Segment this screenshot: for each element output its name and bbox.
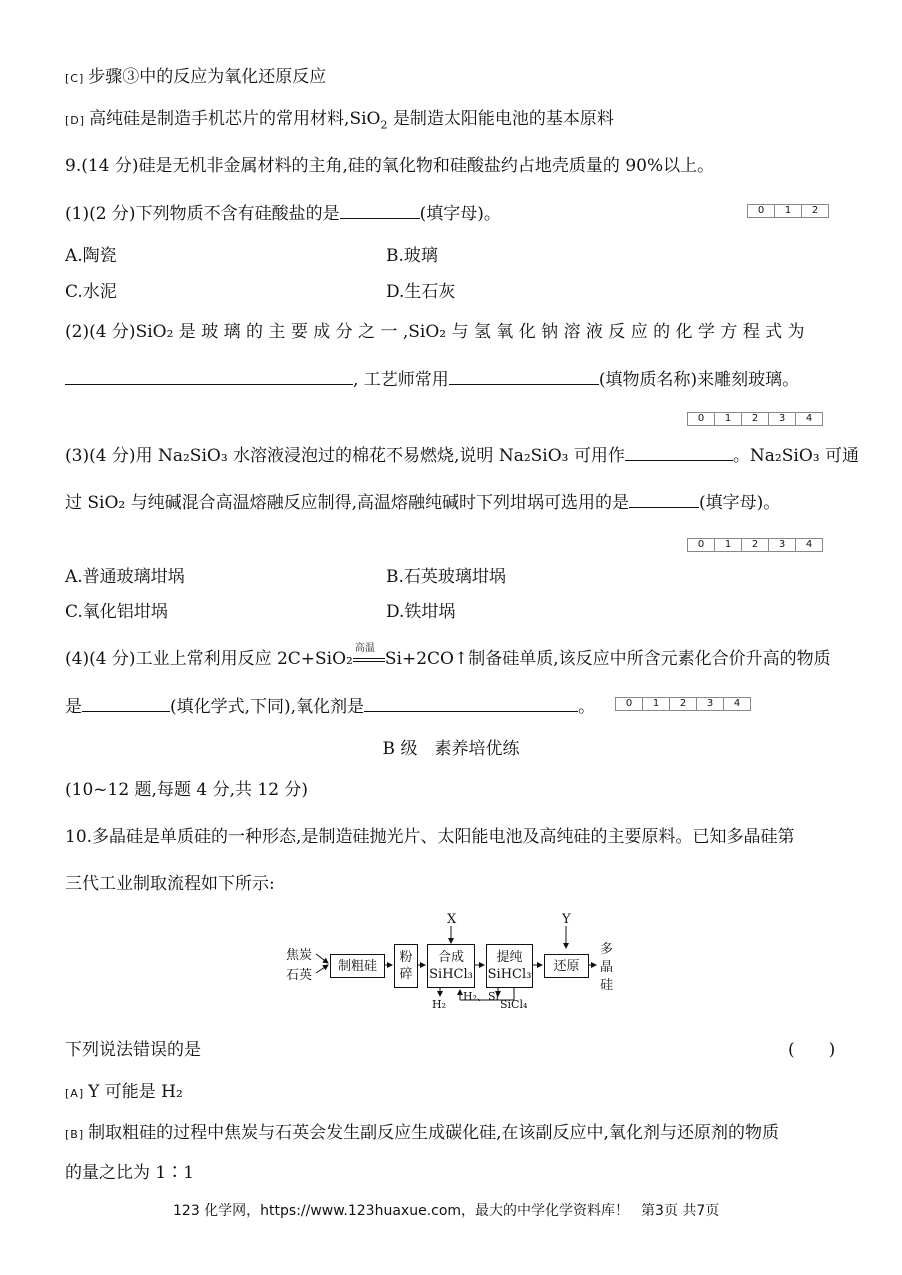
answer-blank-use[interactable]: [625, 444, 733, 461]
option-text: 高纯硅是制造手机芯片的常用材料,SiO: [89, 109, 381, 129]
option-label: [D]: [65, 114, 86, 127]
option-d: D.生石灰: [386, 282, 456, 302]
score-2[interactable]: 2: [670, 698, 697, 710]
score-box-p1[interactable]: [747, 204, 829, 218]
q9-part3-line1: [65, 444, 859, 467]
option-text: 制取粗硅的过程中焦炭与石英会发生副反应生成碳化硅,在该副反应中,氧化剂与还原剂的物质: [88, 1123, 779, 1143]
score-2[interactable]: 2: [742, 413, 769, 425]
option-text-2: 是制造太阳能电池的基本原料: [392, 109, 614, 129]
option-label: [B]: [65, 1128, 85, 1141]
option-b: B.石英玻璃坩埚: [386, 567, 506, 587]
part3-line2-b: (填字母)。: [699, 493, 781, 513]
q10-option-b-cont: 的量之比为 1∶1: [65, 1163, 195, 1183]
answer-paren[interactable]: ( ): [788, 1040, 836, 1060]
option-text: Y 可能是 H₂: [88, 1082, 183, 1102]
output-poly: 多: [600, 942, 614, 957]
part1-stem: (1)(2 分)下列物质不含有硅酸盐的是: [65, 204, 340, 224]
byproduct-sicl4: SiCl₄: [500, 998, 528, 1011]
answer-blank-1[interactable]: [340, 202, 420, 219]
answer-blank-oxidant[interactable]: [364, 695, 578, 712]
part3-line1-b: 。Na₂SiO₃ 可通: [732, 446, 859, 466]
step-crush: 粉 碎: [394, 944, 418, 988]
input-quartz: 石英: [286, 968, 313, 983]
option-label: [A]: [65, 1087, 85, 1100]
part3-line1-a: (3)(4 分)用 Na₂SiO₃ 水溶液浸泡过的棉花不易燃烧,说明 Na₂SiO₃ 可用作: [65, 446, 625, 466]
score-2[interactable]: 2: [811, 205, 819, 216]
answer-blank-formula[interactable]: [82, 695, 170, 712]
q9-part1: [65, 202, 501, 225]
step-synthesis: 合成 SiHCl₃: [427, 944, 475, 988]
part3-line2-a: 过 SiO₂ 与纯碱混合高温熔融反应制得,高温熔融纯碱时下列坩埚可选用的是: [65, 493, 630, 513]
part4-line2-c: 。: [578, 697, 596, 717]
input-x: X: [447, 912, 457, 927]
part4-line1-b: Si+2CO↑制备硅单质,该反应中所含元素化合价升高的物质: [384, 649, 831, 669]
flow-diagram: [280, 912, 620, 1017]
section-b-note: (10~12 题,每题 4 分,共 12 分): [65, 780, 309, 800]
score-0[interactable]: 0: [688, 539, 715, 551]
q10-option-a: [65, 1081, 183, 1105]
score-1[interactable]: 1: [775, 205, 802, 217]
score-4[interactable]: 4: [733, 698, 741, 709]
q10-stem-line1: 10.多晶硅是单质硅的一种形态,是制造硅抛光片、太阳能电池及高纯硅的主要原料。已知多晶硅第: [65, 827, 795, 847]
option-label: [C]: [65, 72, 85, 85]
page-number: 第3页 共7页: [641, 1203, 720, 1219]
input-y: Y: [562, 912, 571, 927]
q10-stem-line2: 三代工业制取流程如下所示:: [65, 874, 275, 894]
q10-question: 下列说法错误的是: [65, 1040, 201, 1060]
score-box-p3[interactable]: [687, 538, 823, 552]
option-c: C.水泥: [65, 282, 117, 302]
score-box-p4[interactable]: [615, 697, 751, 711]
score-4[interactable]: 4: [805, 413, 813, 424]
step-purify: 提纯 SiHCl₃: [486, 944, 533, 988]
part4-line1-a: (4)(4 分)工业上常利用反应 2C+SiO₂: [65, 649, 353, 669]
output-crystal: 晶: [600, 960, 614, 975]
score-box-p2[interactable]: [687, 412, 823, 426]
part1-tail: (填字母)。: [419, 204, 501, 224]
byproduct-h2: H₂: [432, 998, 447, 1011]
q9-part2-line2: [65, 368, 799, 391]
answer-blank-equation[interactable]: [65, 368, 353, 385]
input-coke: 焦炭: [286, 948, 313, 963]
step-crude-silicon: 制粗硅: [330, 954, 385, 978]
recycle-label: H₂、Si: [463, 990, 500, 1003]
q9-stem: 9.(14 分)硅是无机非金属材料的主角,硅的氧化物和硅酸盐约占地壳质量的 90%以上。: [65, 156, 715, 176]
score-2[interactable]: 2: [742, 539, 769, 551]
score-1[interactable]: 1: [643, 698, 670, 710]
option-d: D.铁坩埚: [386, 602, 456, 622]
footer: [173, 1200, 719, 1220]
condition-label: 高温: [354, 643, 375, 654]
q9-part4-line2: [65, 695, 595, 718]
option-a: A.普通玻璃坩埚: [65, 567, 185, 587]
q9-part2-line1: (2)(4 分)SiO₂ 是 玻 璃 的 主 要 成 分 之 一 ,SiO₂ 与 氢 氧 化 钠 溶 液 反 应 的 化 学 方 程 式 为: [65, 322, 805, 342]
equals-sign: [353, 658, 385, 662]
part2-mid: , 工艺师常用: [353, 370, 449, 390]
option-b: B.玻璃: [386, 246, 438, 266]
q10-option-b: [65, 1122, 779, 1146]
q8-option-d: [D] 高纯硅是制造手机芯片的常用材料,SiO$_2$ 是制造太阳能电池的基本原料: [65, 109, 614, 132]
section-b-title: B 级 素养培优练: [382, 739, 520, 759]
reaction-condition: [353, 643, 385, 670]
score-3[interactable]: 3: [769, 539, 796, 551]
output-silicon: 硅: [600, 978, 614, 993]
score-1[interactable]: 1: [715, 413, 742, 425]
score-3[interactable]: 3: [697, 698, 724, 710]
step-reduce: 还原: [544, 954, 589, 978]
option-c: C.氧化铝坩埚: [65, 602, 168, 622]
option-a: A.陶瓷: [65, 246, 117, 266]
score-3[interactable]: 3: [769, 413, 796, 425]
score-4[interactable]: 4: [805, 539, 813, 550]
score-0[interactable]: 0: [688, 413, 715, 425]
score-1[interactable]: 1: [715, 539, 742, 551]
part4-line2-a: 是: [65, 697, 82, 717]
answer-blank-crucible[interactable]: [629, 491, 699, 508]
q9-part4-line1: [65, 643, 831, 670]
q9-part3-line2: [65, 491, 780, 514]
score-0[interactable]: 0: [616, 698, 643, 710]
answer-blank-substance[interactable]: [449, 368, 599, 385]
footer-text: 123 化学网，https://www.123huaxue.com，最大的中学化学资料库！: [173, 1203, 630, 1219]
q8-option-c: [65, 66, 326, 90]
score-0[interactable]: 0: [748, 205, 775, 217]
part2-tail: (填物质名称)来雕刻玻璃。: [598, 370, 800, 390]
part4-line2-b: (填化学式,下同),氧化剂是: [170, 697, 365, 717]
option-text: 步骤③中的反应为氧化还原反应: [88, 67, 327, 87]
